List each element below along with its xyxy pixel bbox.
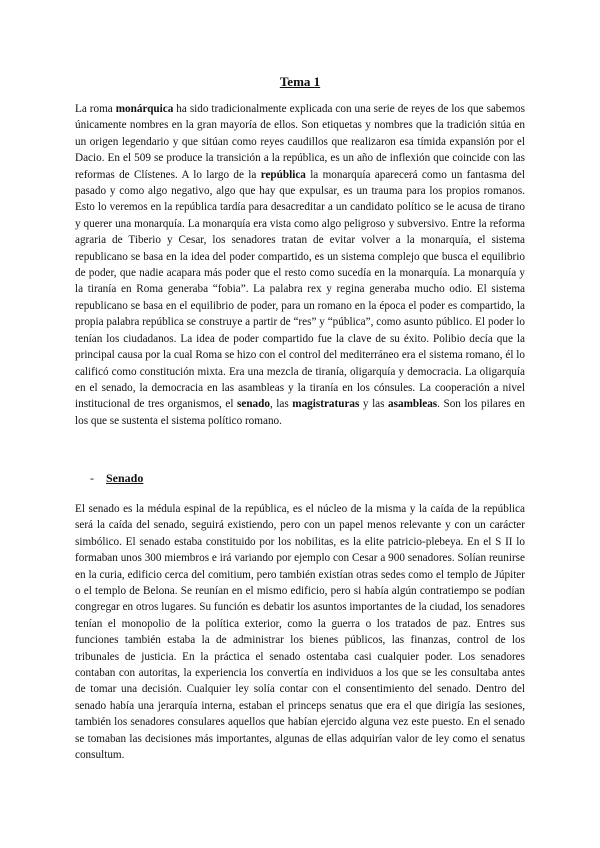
bold-term: magistraturas [292, 398, 360, 411]
section-heading [90, 470, 143, 486]
text-run: La roma [75, 103, 116, 115]
senado-paragraph: El senado es la médula espinal de la república, es el núcleo de la misma y la caída de la república será la caída del senado, seguirá existiendo, pero con un papel menos relevante y con un carácter simbólico. El senado estaba constituido por los nobilitas, es la elite patricio-plebeya. En el S II lo formaban unos 300 miembros e irá variando por ejemplo con Cesar a 900 senadores. Solían reunirse en la curia, edificio cerca del comitium, pero también existían otras sedes como el templo de Júpiter o el templo de Belona. Se reunían en el mismo edificio, pero si había algún contratiempo se podían congregar en otros lugares. Su función es debatir los asuntos importantes de la ciudad, los senadores tenían el monopolio de la política exterior, como la guerra o los tratados de paz. Entres sus funciones también estaba la de administrar los bienes públicos, las finanzas, control de los tribunales de justicia. En la práctica el senado ostentaba casi cualquier poder. Los senadores contaban con autoritas, la experiencia los convertía en individuos a los que se les consultaba antes de tomar una decisión. Cualquier ley solía contar con el consentimiento del senado. Dentro del senado había una jerarquía interna, estaban el princeps senatus que era el que dirigía las sesiones, también los senadores consulares aquellos que habían ejercido alguna vez este puesto. En el senado se tomaban las decisiones más importantes, algunas de ellas adquirían valor de ley como el senatus consultum. [75, 503, 525, 762]
text-run: ha sido tradicionalmente explicada con una serie de reyes de los que sabemos únicamente nombres en la gran mayoría de ellos. Son etiquetas y nombres que la tradición sitúa en un origen legendario y que sitúan como reyes caudillos que realizaron esa tímida expansión por el Dacio. En el 509 se produce la transición a la república, es un año de inflexión que coincide con las reformas de Clístenes. A lo largo de la [75, 103, 525, 181]
text-run: . Son los pilares en los que se sustenta el sistema político romano. [75, 398, 525, 427]
intro-paragraph [75, 101, 525, 429]
page-title: Tema 1 [279, 74, 321, 89]
bold-term: asambleas [388, 398, 438, 411]
section-heading-text: Senado [106, 471, 144, 485]
bold-term: monárquica [115, 103, 174, 115]
bold-term: senado [237, 398, 270, 411]
bullet-marker: - [90, 471, 94, 485]
text-run: , las [269, 398, 293, 411]
text-run: la monarquía aparecerá como un fantasma del pasado y como algo negativo, algo que hay que expulsar, es un trauma para los propios romanos. Esto lo veremos en la república tardía para desacreditar a un candidato político se le acusa de tirano y querer una monarquía. La monarquía era vista como algo peligroso y subversivo. Entre la reforma agraria de Tiberio y Cesar, los senadores tratan de evitar volver a la monarquía, el sistema republicano se basa en la idea del poder compartido, es un sistema complejo que busca el equilibrio de poder, que nadie acapara más poder que el resto como sucedía en la monarquía. La monarquía y la tiranía en Roma generaba “fobia”. La palabra rex y regina generaba mucho odio. El sistema republicano se basa en el equilibrio de poder, para un romano en la época el poder es compartido, la propia palabra república se construye a partir de “res” y “pública”, como asunto público. El poder lo tenían los ciudadanos. La idea de poder compartido fue la clave de su éxito. Polibio decía que la principal causa por la cual Roma se hizo con el control del mediterráneo era el sistema romano, él lo calificó como constitución mixta. Era una mezcla de tiranía, oligarquía y democracia. La oligarquía en el senado, la democracia en las asambleas y la tiranía en los cónsules. La cooperación a nivel institucional de tres organismos, el [75, 168, 525, 411]
bold-term: república [260, 168, 306, 181]
text-run: y las [359, 398, 389, 411]
